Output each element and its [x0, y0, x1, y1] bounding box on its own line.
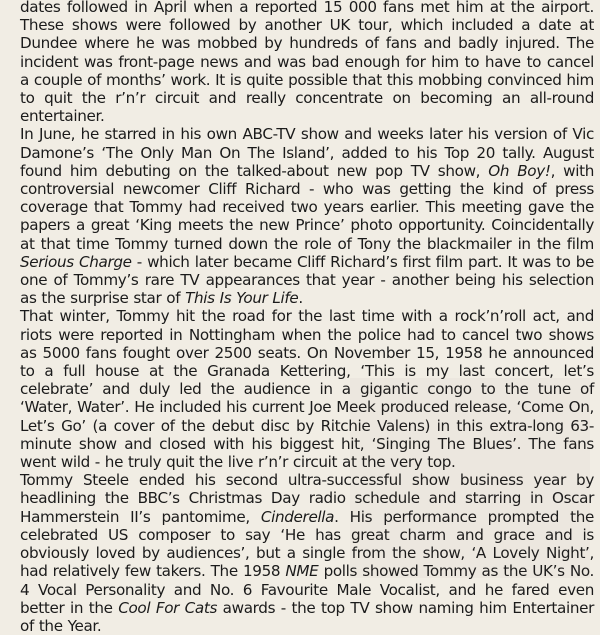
- paragraph-2-text-d: .: [298, 289, 303, 308]
- paragraph-3: [20, 307, 594, 471]
- title-nme: NME: [285, 562, 319, 581]
- title-serious-charge: Serious Charge: [20, 252, 132, 271]
- paragraph-2-text-a: In June, he starred in his own ABC-TV show and weeks later his version of Vic Damone’s ‘The Only Man On The Island’, added to his Top 20 tally. August found him debuting on the talked-about new pop TV show,: [20, 125, 594, 180]
- paragraph-4: [20, 471, 594, 635]
- paragraph-4-text-c: polls showed Tommy as the UK’s No. 4 Vocal Personality and No. 6 Favourite Male Vocalist, and he fared even better in the: [20, 562, 594, 617]
- paragraph-2-text-c: - which later became Cliff Richard’s first film part. It was to be one of Tommy’s rare TV appearances that year - another being his selection as the surprise star of: [20, 252, 594, 308]
- paragraph-2-text-b: , with controversial newcomer Cliff Richard - who was getting the kind of press coverage that Tommy had received two years earlier. This meeting gave the papers a great ‘King meets the new Prince’ photo opportunity. Coincidentally at that time Tommy turned down the role of Tony the blackmailer in the film: [20, 161, 594, 253]
- paragraph-4-text-b: . His performance prompted the celebrated US composer to say ‘He has great charm and grace and is obviously loved by audiences’, but a single from the show, ‘A Lovely Night’, had relatively few takers. The 1958: [20, 507, 595, 581]
- paragraph-3-text: That winter, Tommy hit the road for the last time with a rock’n’roll act, and riots were reported in Nottingham when the police had to cancel two shows as 5000 fans fought over 2500 seats. On November 15, 1958 he announced to a full house at the Granada Kettering, ‘This is my last concert, let’s celebrate’ and duly led the audience in a gigantic congo to the tune of ‘Water, Water’. He included his current Joe Meek produced release, ‘Come On, Let’s Go’ (a cover of the debut disc by Ritchie Valens) in this extra-long 63-minute show and closed with his biggest hit, ‘Singing The Blues’. The fans went wild - he truly quit the live r’n’r circuit at the very top.: [20, 307, 594, 472]
- title-cinderella: Cinderella: [260, 507, 335, 526]
- paragraph-4-text-d: awards - the top TV show naming him Entertainer of the Year.: [20, 598, 594, 635]
- paragraph-1-text: dates followed in April when a reported 15 000 fans met him at the airport. These shows were followed by another UK tour, which included a date at Dundee where he was mobbed by hundreds of fans and badly injured. The incident was front-page news and was bad enough for him to have to cancel a couple of months’ work. It is quite possible that this mobbing convinced him to quit the r’n’r circuit and really concentrate on becoming an all-round entertainer.: [20, 0, 594, 126]
- title-this-is-your-life: This Is Your Life: [185, 289, 299, 308]
- title-oh-boy: Oh Boy!: [488, 161, 551, 180]
- paragraph-2: [20, 125, 594, 307]
- paragraph-4-text-a: Tommy Steele ended his second ultra-successful show business year by headlining the BBC’s Christmas Day radio schedule and starring in Oscar Hammerstein II’s pantomime,: [20, 471, 594, 526]
- paragraph-1: [20, 0, 594, 125]
- title-cool-for-cats: Cool For Cats: [118, 598, 218, 617]
